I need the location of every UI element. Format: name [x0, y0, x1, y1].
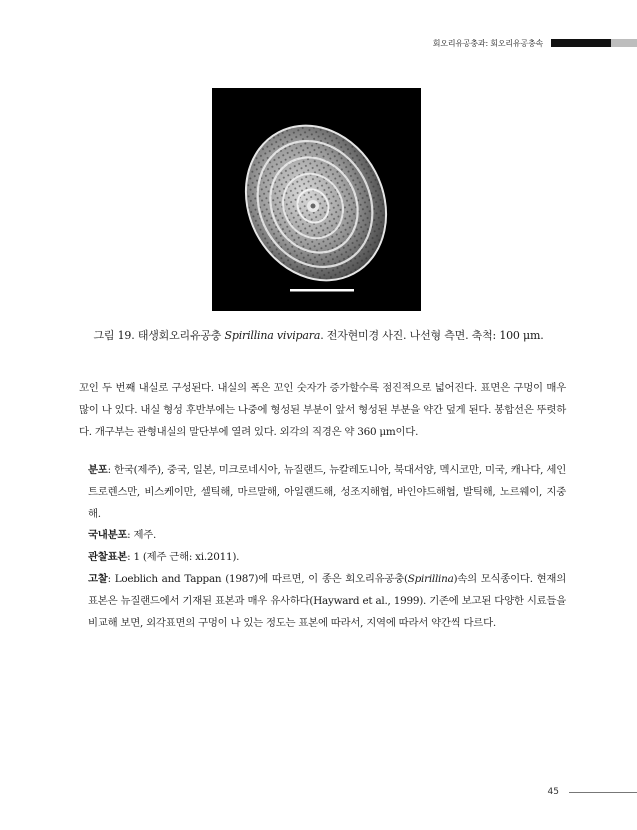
- scale-bar: [290, 289, 354, 292]
- foraminifera-image: [212, 88, 421, 311]
- footer-rule: [569, 792, 637, 793]
- remarks-text-1: : Loeblich and Tappan (1987)에 따르면, 이 종은 회오리유공충(: [107, 572, 408, 585]
- domestic-label: 국내분포: [88, 529, 128, 542]
- running-title: 회오리유공충과: 회오리유공충속: [432, 38, 543, 48]
- header-black-bar: [551, 39, 611, 47]
- remarks-genus: Spirillina: [407, 572, 454, 585]
- remarks-paragraph: [79, 569, 566, 634]
- remarks-text-2: )속의 모식종이다. 현재의 표본은 뉴질랜드에서 기재된 표본과 매우 유사하다(Hayward et al., 1999). 기존에 보고된 다양한 시료들을 비교해 보면, 외각표면의 구멍이 나 있는 정도는 표본에 따라서, 지역에 따라서 약간씩 다르다.: [88, 572, 566, 629]
- sem-photograph: [212, 88, 421, 311]
- specimen-paragraph: [79, 547, 566, 569]
- specimen-text: : 1 (제주 근해: xi.2011).: [127, 551, 240, 564]
- distribution-text: : 한국(제주), 중국, 일본, 미크로네시아, 뉴질랜드, 뉴칼레도니아, 북대서양, 멕시코만, 미국, 캐나다, 세인트로렌스만, 비스케이만, 셀틱해, 마르말해, 아일랜드해, 성조지해협, 바인야드해협, 발틱해, 노르웨이, 지중해.: [88, 464, 566, 520]
- page-number: 45: [547, 787, 559, 797]
- remarks-label: 고찰: [88, 572, 108, 585]
- running-header: [433, 36, 637, 50]
- domestic-paragraph: [79, 525, 566, 547]
- distribution-paragraph: [79, 460, 566, 525]
- details-section: [79, 460, 566, 634]
- caption-suffix: . 전자현미경 사진. 나선형 측면. 축척: 100 μm.: [320, 329, 544, 342]
- caption-prefix: 그림 19. 태생회오리유공충: [93, 329, 225, 342]
- domestic-text: : 제주.: [127, 529, 157, 542]
- page-footer: [548, 787, 637, 797]
- header-grey-bar: [611, 39, 637, 47]
- distribution-label: 분포: [88, 464, 108, 476]
- caption-species: Spirillina vivipara: [224, 329, 321, 342]
- description-paragraph: 꼬인 두 번째 내실로 구성된다. 내실의 폭은 꼬인 숫자가 증가할수록 점진적으로 넓어진다. 표면은 구멍이 매우 많이 나 있다. 내실 형성 후반부에는 나중에 형성된 부분이 앞서 형성된 부분을 약간 덮게 된다. 봉합선은 뚜렷하다. 개구부는 관형내실의 말단부에 열려 있다. 외각의 직경은 약 360 μm이다.: [79, 382, 566, 438]
- specimen-label: 관찰표본: [88, 551, 128, 564]
- figure-caption: [0, 327, 637, 343]
